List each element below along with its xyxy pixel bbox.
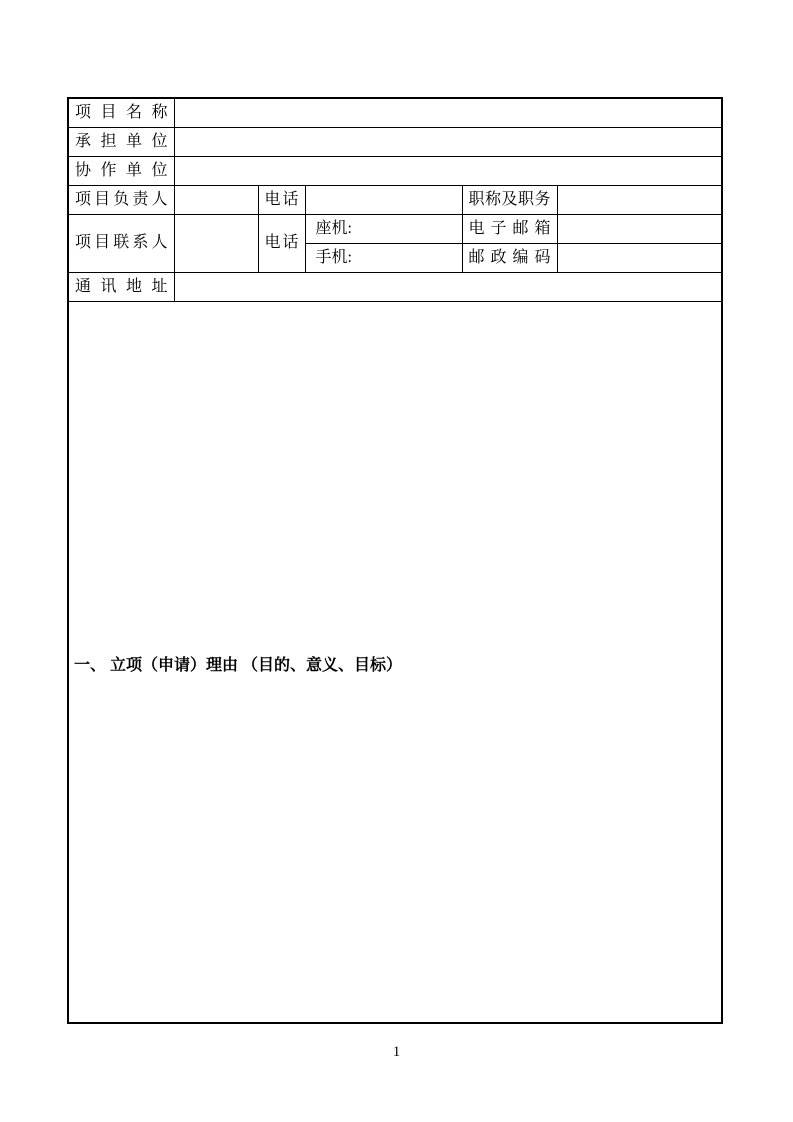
- leader-phone-field[interactable]: [305, 185, 462, 214]
- project-name-field[interactable]: [174, 98, 722, 127]
- cooperating-unit-label: 协作单位: [68, 156, 174, 185]
- project-leader-name-field[interactable]: [174, 185, 258, 214]
- email-label: 电子邮箱: [462, 214, 557, 243]
- mailing-address-field[interactable]: [174, 272, 722, 301]
- undertaking-unit-field[interactable]: [174, 127, 722, 156]
- title-position-label: 职称及职务: [462, 185, 557, 214]
- section1-cell[interactable]: [68, 301, 722, 1023]
- row-cooperating-unit: [68, 156, 722, 185]
- page-number: 1: [392, 1044, 401, 1060]
- title-position-field[interactable]: [557, 185, 722, 214]
- leader-phone-label: 电话: [258, 185, 305, 214]
- mailing-address-label: 通讯地址: [68, 272, 174, 301]
- email-field[interactable]: [557, 214, 722, 243]
- contact-name-field[interactable]: [174, 214, 258, 272]
- landline-label[interactable]: 座机:: [305, 214, 462, 243]
- undertaking-unit-label: 承担单位: [68, 127, 174, 156]
- row-project-leader: [68, 185, 722, 214]
- section1-title: 一、 立项（申请）理由 （目的、意义、目标）: [74, 656, 403, 674]
- project-contact-label: 项目联系人: [68, 214, 174, 272]
- row-undertaking-unit: [68, 127, 722, 156]
- project-name-label: 项目名称: [68, 98, 174, 127]
- application-form-table: [67, 97, 723, 1024]
- postal-code-label: 邮政编码: [462, 243, 557, 272]
- project-leader-label: 项目负责人: [68, 185, 174, 214]
- cooperating-unit-field[interactable]: [174, 156, 722, 185]
- contact-phone-label: 电话: [258, 214, 305, 272]
- postal-code-field[interactable]: [557, 243, 722, 272]
- row-mailing-address: [68, 272, 722, 301]
- row-section1: [68, 301, 722, 1023]
- row-project-name: [68, 98, 722, 127]
- row-contact-landline: [68, 214, 722, 243]
- mobile-label[interactable]: 手机:: [305, 243, 462, 272]
